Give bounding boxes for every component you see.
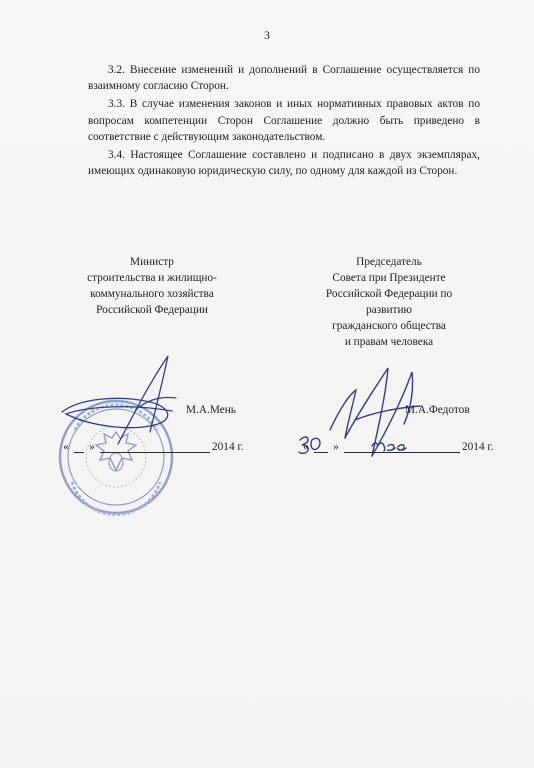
left-title-line: коммунального хозяйства	[90, 288, 214, 300]
clause-3-2: 3.2. Внесение изменений и дополнений в Соглашение осуществляется по взаимному согласию Сторон.	[88, 64, 480, 93]
right-date-close-quote: »	[333, 441, 339, 453]
clause-3-4: 3.4. Настоящее Соглашение составлено и подписано в двух экземплярах, имеющих одинаковую юридическую силу, по одному для каждой из Сторон.	[88, 149, 480, 178]
right-date-day-blank	[314, 440, 328, 453]
right-title-line: развитию	[366, 304, 412, 316]
left-date-year: 2014 г.	[212, 441, 244, 453]
left-title-line: Министр	[130, 256, 174, 268]
clause-3-3: 3.3. В случае изменения законов и иных нормативных правовых актов по вопросам компетенции Сторон Соглашение должно быть приведено в соответствие с действующим законодательством.	[88, 98, 480, 143]
left-signatory-name: М.А.Мень	[186, 404, 236, 416]
right-title-line: Совета при Президенте	[332, 272, 446, 284]
right-date-month-blank	[344, 440, 460, 453]
left-signatory-title	[62, 254, 242, 318]
right-date-year: 2014 г.	[462, 441, 494, 453]
right-date-open-quote: «	[303, 441, 309, 453]
right-title-line: Председатель	[356, 256, 422, 268]
right-title-line: гражданского общества	[332, 320, 446, 332]
page-number: 3	[264, 30, 270, 42]
right-signatory-name: М.А.Федотов	[405, 404, 470, 416]
left-date-line	[58, 440, 244, 453]
right-date-line	[298, 440, 494, 453]
right-title-line: Российской Федерации по	[325, 288, 453, 300]
left-handwritten-signature-icon	[62, 356, 176, 444]
left-date-day-blank	[74, 440, 84, 453]
left-title-line: строительства и жилищно-	[87, 272, 217, 284]
left-date-close-quote: »	[89, 441, 95, 453]
left-date-month-blank	[100, 440, 210, 453]
clauses-section	[88, 62, 480, 181]
left-date-open-quote: «	[63, 441, 69, 453]
right-title-line: и правам человека	[344, 336, 434, 348]
left-title-line: Российской Федерации	[96, 304, 208, 316]
official-stamp-icon	[60, 401, 172, 515]
right-signatory-title	[292, 254, 486, 350]
